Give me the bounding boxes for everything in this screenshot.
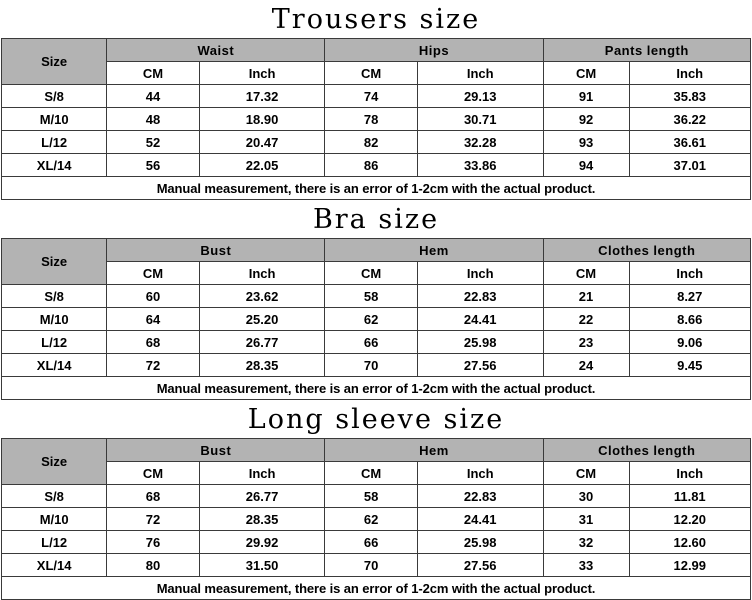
cell-g1-cm: 80 (107, 554, 199, 577)
cell-g1-in: 22.05 (199, 154, 325, 177)
cell-g1-in: 28.35 (199, 508, 325, 531)
group-header-1: Bust (107, 239, 325, 262)
size-table-long-sleeve (1, 438, 751, 600)
row-size: XL/14 (2, 554, 107, 577)
cell-g2-cm: 82 (325, 131, 417, 154)
cell-g3-in: 36.61 (629, 131, 750, 154)
column-header-size: Size (2, 39, 107, 85)
cell-g3-in: 11.81 (629, 485, 750, 508)
cell-g3-in: 9.45 (629, 354, 750, 377)
table-row (2, 531, 751, 554)
cell-g2-in: 27.56 (417, 554, 543, 577)
table-row (2, 331, 751, 354)
row-size: M/10 (2, 508, 107, 531)
table-row (2, 485, 751, 508)
cell-g1-in: 23.62 (199, 285, 325, 308)
unit-inch-1: Inch (199, 262, 325, 285)
row-size: S/8 (2, 485, 107, 508)
cell-g2-in: 32.28 (417, 131, 543, 154)
unit-inch-1: Inch (199, 62, 325, 85)
cell-g1-in: 26.77 (199, 331, 325, 354)
cell-g3-cm: 30 (543, 485, 629, 508)
group-header-1: Waist (107, 39, 325, 62)
cell-g1-in: 25.20 (199, 308, 325, 331)
table-row (2, 85, 751, 108)
cell-g3-cm: 23 (543, 331, 629, 354)
table-row (2, 308, 751, 331)
table-note-row (2, 177, 751, 200)
cell-g2-cm: 70 (325, 554, 417, 577)
unit-inch-1: Inch (199, 462, 325, 485)
cell-g3-cm: 24 (543, 354, 629, 377)
unit-cm-1: CM (107, 462, 199, 485)
cell-g2-cm: 66 (325, 531, 417, 554)
cell-g1-in: 29.92 (199, 531, 325, 554)
block-title-bra: Bra size (312, 204, 440, 235)
cell-g1-in: 31.50 (199, 554, 325, 577)
unit-inch-2: Inch (417, 262, 543, 285)
group-header-3: Clothes length (543, 439, 750, 462)
table-row (2, 554, 751, 577)
cell-g2-cm: 58 (325, 285, 417, 308)
cell-g3-cm: 91 (543, 85, 629, 108)
cell-g3-in: 8.66 (629, 308, 750, 331)
cell-g1-cm: 76 (107, 531, 199, 554)
row-size: L/12 (2, 331, 107, 354)
group-header-2: Hem (325, 239, 543, 262)
block-title-long-sleeve: Long sleeve size (247, 404, 505, 435)
cell-g2-in: 22.83 (417, 485, 543, 508)
cell-g1-cm: 44 (107, 85, 199, 108)
cell-g3-in: 12.20 (629, 508, 750, 531)
unit-cm-1: CM (107, 262, 199, 285)
cell-g2-in: 30.71 (417, 108, 543, 131)
group-header-3: Clothes length (543, 239, 750, 262)
cell-g3-cm: 92 (543, 108, 629, 131)
unit-cm-2: CM (325, 462, 417, 485)
unit-inch-3: Inch (629, 462, 750, 485)
cell-g1-cm: 68 (107, 331, 199, 354)
group-header-1: Bust (107, 439, 325, 462)
group-header-2: Hips (325, 39, 543, 62)
cell-g2-in: 29.13 (417, 85, 543, 108)
table-row (2, 285, 751, 308)
cell-g3-in: 9.06 (629, 331, 750, 354)
table-note-row (2, 577, 751, 600)
row-size: XL/14 (2, 154, 107, 177)
cell-g1-in: 26.77 (199, 485, 325, 508)
cell-g1-cm: 68 (107, 485, 199, 508)
cell-g2-cm: 58 (325, 485, 417, 508)
row-size: M/10 (2, 108, 107, 131)
cell-g2-cm: 70 (325, 354, 417, 377)
row-size: S/8 (2, 85, 107, 108)
cell-g2-in: 25.98 (417, 531, 543, 554)
cell-g2-in: 22.83 (417, 285, 543, 308)
cell-g1-cm: 72 (107, 508, 199, 531)
cell-g1-in: 28.35 (199, 354, 325, 377)
column-header-size: Size (2, 439, 107, 485)
size-table-trousers (1, 38, 751, 200)
cell-g1-cm: 60 (107, 285, 199, 308)
unit-cm-3: CM (543, 262, 629, 285)
table-row (2, 508, 751, 531)
cell-g3-cm: 22 (543, 308, 629, 331)
unit-cm-1: CM (107, 62, 199, 85)
cell-g2-cm: 78 (325, 108, 417, 131)
measurement-note: Manual measurement, there is an error of 1-2cm with the actual product. (2, 577, 751, 600)
size-block-long-sleeve (0, 400, 752, 600)
row-size: S/8 (2, 285, 107, 308)
cell-g2-cm: 66 (325, 331, 417, 354)
cell-g2-cm: 62 (325, 508, 417, 531)
unit-inch-3: Inch (629, 62, 750, 85)
table-row (2, 131, 751, 154)
cell-g3-in: 35.83 (629, 85, 750, 108)
table-header-row (2, 39, 751, 62)
row-size: L/12 (2, 131, 107, 154)
table-row (2, 354, 751, 377)
cell-g2-in: 27.56 (417, 354, 543, 377)
cell-g3-cm: 33 (543, 554, 629, 577)
size-table-bra (1, 238, 751, 400)
measurement-note: Manual measurement, there is an error of 1-2cm with the actual product. (2, 377, 751, 400)
row-size: M/10 (2, 308, 107, 331)
unit-inch-2: Inch (417, 62, 543, 85)
cell-g1-cm: 48 (107, 108, 199, 131)
cell-g3-in: 12.99 (629, 554, 750, 577)
table-header-row (2, 439, 751, 462)
unit-cm-3: CM (543, 462, 629, 485)
cell-g1-cm: 64 (107, 308, 199, 331)
block-title-trousers: Trousers size (271, 4, 481, 35)
row-size: L/12 (2, 531, 107, 554)
cell-g3-cm: 94 (543, 154, 629, 177)
table-unit-row (2, 62, 751, 85)
cell-g1-in: 17.32 (199, 85, 325, 108)
cell-g1-cm: 72 (107, 354, 199, 377)
unit-cm-2: CM (325, 62, 417, 85)
size-block-bra (0, 200, 752, 400)
unit-inch-2: Inch (417, 462, 543, 485)
cell-g3-cm: 31 (543, 508, 629, 531)
cell-g1-in: 20.47 (199, 131, 325, 154)
size-block-trousers (0, 0, 752, 200)
group-header-2: Hem (325, 439, 543, 462)
unit-cm-3: CM (543, 62, 629, 85)
table-row (2, 154, 751, 177)
cell-g3-cm: 21 (543, 285, 629, 308)
cell-g3-in: 37.01 (629, 154, 750, 177)
cell-g1-in: 18.90 (199, 108, 325, 131)
unit-cm-2: CM (325, 262, 417, 285)
cell-g1-cm: 56 (107, 154, 199, 177)
cell-g2-in: 33.86 (417, 154, 543, 177)
table-note-row (2, 377, 751, 400)
cell-g1-cm: 52 (107, 131, 199, 154)
cell-g2-cm: 74 (325, 85, 417, 108)
cell-g3-cm: 93 (543, 131, 629, 154)
table-unit-row (2, 262, 751, 285)
unit-inch-3: Inch (629, 262, 750, 285)
cell-g2-cm: 86 (325, 154, 417, 177)
cell-g3-cm: 32 (543, 531, 629, 554)
table-header-row (2, 239, 751, 262)
cell-g2-cm: 62 (325, 308, 417, 331)
cell-g2-in: 24.41 (417, 308, 543, 331)
cell-g2-in: 24.41 (417, 508, 543, 531)
row-size: XL/14 (2, 354, 107, 377)
cell-g2-in: 25.98 (417, 331, 543, 354)
cell-g3-in: 36.22 (629, 108, 750, 131)
table-unit-row (2, 462, 751, 485)
table-row (2, 108, 751, 131)
cell-g3-in: 8.27 (629, 285, 750, 308)
column-header-size: Size (2, 239, 107, 285)
group-header-3: Pants length (543, 39, 750, 62)
cell-g3-in: 12.60 (629, 531, 750, 554)
measurement-note: Manual measurement, there is an error of 1-2cm with the actual product. (2, 177, 751, 200)
